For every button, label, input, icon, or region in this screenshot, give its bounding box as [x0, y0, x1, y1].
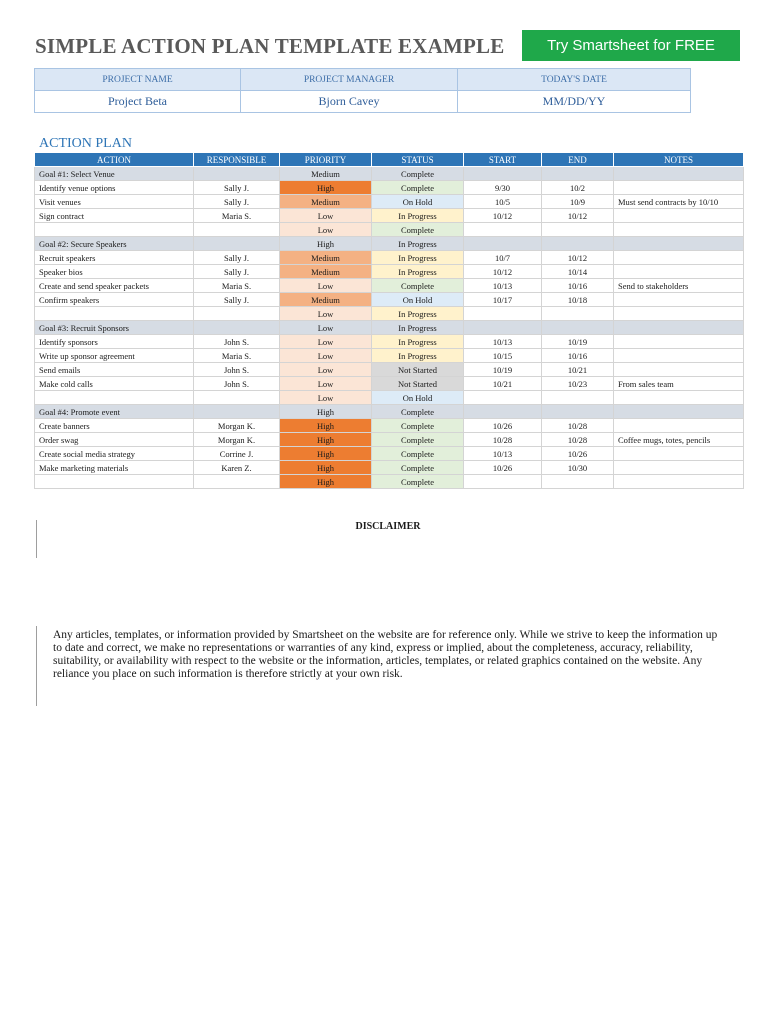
priority-cell[interactable]: Low [280, 307, 372, 321]
status-cell[interactable]: Complete [372, 279, 464, 293]
priority-cell[interactable]: Low [280, 363, 372, 377]
start-date-cell[interactable]: 10/5 [464, 195, 542, 209]
status-cell[interactable]: Complete [372, 433, 464, 447]
task-row [35, 209, 744, 223]
task-row [35, 223, 744, 237]
responsible-cell[interactable]: Maria S. [194, 209, 280, 223]
status-cell[interactable]: In Progress [372, 321, 464, 335]
start-date-cell[interactable]: 10/21 [464, 377, 542, 391]
end-date-cell[interactable] [542, 167, 614, 181]
goal-row [35, 167, 744, 181]
task-row [35, 433, 744, 447]
notes-cell[interactable] [614, 349, 744, 363]
action-cell[interactable]: Create banners [35, 419, 194, 433]
notes-cell[interactable] [614, 419, 744, 433]
priority-cell[interactable]: Low [280, 349, 372, 363]
column-header-end: END [542, 153, 614, 167]
notes-cell[interactable] [614, 223, 744, 237]
start-date-cell[interactable]: 10/12 [464, 265, 542, 279]
priority-cell[interactable]: Low [280, 335, 372, 349]
end-date-cell[interactable]: 10/28 [542, 419, 614, 433]
notes-cell[interactable] [614, 167, 744, 181]
task-row [35, 475, 744, 489]
task-row [35, 349, 744, 363]
action-plan-table [34, 152, 744, 489]
notes-cell[interactable] [614, 209, 744, 223]
action-cell[interactable]: Recruit speakers [35, 251, 194, 265]
priority-cell[interactable]: Medium [280, 195, 372, 209]
disclaimer-divider-bottom [36, 626, 37, 706]
status-cell[interactable]: On Hold [372, 293, 464, 307]
responsible-cell[interactable] [194, 321, 280, 335]
priority-cell[interactable]: High [280, 475, 372, 489]
notes-cell[interactable] [614, 447, 744, 461]
action-cell[interactable]: Goal #3: Recruit Sponsors [35, 321, 194, 335]
task-row [35, 265, 744, 279]
project-name-header: PROJECT NAME [35, 69, 241, 91]
action-cell[interactable] [35, 223, 194, 237]
start-date-cell[interactable] [464, 475, 542, 489]
priority-cell[interactable]: High [280, 433, 372, 447]
responsible-cell[interactable]: Maria S. [194, 349, 280, 363]
end-date-cell[interactable]: 10/2 [542, 181, 614, 195]
start-date-cell[interactable]: 10/12 [464, 209, 542, 223]
task-row [35, 307, 744, 321]
responsible-cell[interactable] [194, 391, 280, 405]
action-cell[interactable]: Order swag [35, 433, 194, 447]
responsible-cell[interactable] [194, 237, 280, 251]
status-cell[interactable]: In Progress [372, 209, 464, 223]
start-date-cell[interactable] [464, 405, 542, 419]
priority-cell[interactable]: High [280, 419, 372, 433]
responsible-cell[interactable]: Sally J. [194, 251, 280, 265]
task-row [35, 181, 744, 195]
responsible-cell[interactable]: Maria S. [194, 279, 280, 293]
responsible-cell[interactable]: John S. [194, 377, 280, 391]
end-date-cell[interactable] [542, 307, 614, 321]
task-row [35, 391, 744, 405]
end-date-cell[interactable]: 10/9 [542, 195, 614, 209]
action-cell[interactable]: Sign contract [35, 209, 194, 223]
responsible-cell[interactable] [194, 223, 280, 237]
status-cell[interactable]: In Progress [372, 237, 464, 251]
end-date-cell[interactable]: 10/14 [542, 265, 614, 279]
priority-cell[interactable]: Low [280, 321, 372, 335]
section-title: ACTION PLAN [39, 136, 132, 151]
end-date-cell[interactable]: 10/12 [542, 209, 614, 223]
task-row [35, 293, 744, 307]
action-cell[interactable] [35, 391, 194, 405]
end-date-cell[interactable] [542, 405, 614, 419]
start-date-cell[interactable]: 10/15 [464, 349, 542, 363]
column-header-responsible: RESPONSIBLE [194, 153, 280, 167]
action-cell[interactable]: Identify venue options [35, 181, 194, 195]
status-cell[interactable]: Complete [372, 419, 464, 433]
notes-cell[interactable] [614, 461, 744, 475]
start-date-cell[interactable]: 10/17 [464, 293, 542, 307]
column-header-action: ACTION [35, 153, 194, 167]
end-date-cell[interactable] [542, 475, 614, 489]
status-cell[interactable]: In Progress [372, 349, 464, 363]
action-cell[interactable]: Speaker bios [35, 265, 194, 279]
todays-date-cell[interactable]: MM/DD/YY [458, 91, 691, 113]
notes-cell[interactable] [614, 237, 744, 251]
notes-cell[interactable] [614, 475, 744, 489]
notes-cell[interactable] [614, 335, 744, 349]
task-row [35, 461, 744, 475]
end-date-cell[interactable]: 10/23 [542, 377, 614, 391]
end-date-cell[interactable] [542, 237, 614, 251]
status-cell[interactable]: Complete [372, 223, 464, 237]
project-manager-header: PROJECT MANAGER [241, 69, 458, 91]
start-date-cell[interactable]: 10/13 [464, 279, 542, 293]
notes-cell[interactable] [614, 251, 744, 265]
responsible-cell[interactable] [194, 307, 280, 321]
notes-cell[interactable] [614, 363, 744, 377]
priority-cell[interactable]: Low [280, 279, 372, 293]
status-cell[interactable]: Complete [372, 475, 464, 489]
notes-cell[interactable] [614, 391, 744, 405]
responsible-cell[interactable]: Sally J. [194, 265, 280, 279]
responsible-cell[interactable] [194, 405, 280, 419]
task-row [35, 419, 744, 433]
status-cell[interactable]: Not Started [372, 377, 464, 391]
action-cell[interactable]: Goal #4: Promote event [35, 405, 194, 419]
task-row [35, 447, 744, 461]
start-date-cell[interactable]: 10/26 [464, 419, 542, 433]
end-date-cell[interactable]: 10/18 [542, 293, 614, 307]
responsible-cell[interactable]: Morgan K. [194, 433, 280, 447]
status-cell[interactable]: Complete [372, 167, 464, 181]
column-header-status: STATUS [372, 153, 464, 167]
task-row [35, 377, 744, 391]
notes-cell[interactable] [614, 307, 744, 321]
priority-cell[interactable]: Medium [280, 167, 372, 181]
responsible-cell[interactable] [194, 475, 280, 489]
responsible-cell[interactable]: Morgan K. [194, 419, 280, 433]
priority-cell[interactable]: Medium [280, 293, 372, 307]
priority-cell[interactable]: High [280, 181, 372, 195]
goal-row [35, 321, 744, 335]
action-cell[interactable]: Make marketing materials [35, 461, 194, 475]
start-date-cell[interactable]: 9/30 [464, 181, 542, 195]
action-cell[interactable]: Goal #1: Select Venue [35, 167, 194, 181]
end-date-cell[interactable]: 10/12 [542, 251, 614, 265]
start-date-cell[interactable]: 10/19 [464, 363, 542, 377]
action-cell[interactable]: Visit venues [35, 195, 194, 209]
start-date-cell[interactable]: 10/26 [464, 461, 542, 475]
start-date-cell[interactable] [464, 237, 542, 251]
priority-cell[interactable]: High [280, 461, 372, 475]
status-cell[interactable]: In Progress [372, 307, 464, 321]
responsible-cell[interactable]: Sally J. [194, 181, 280, 195]
responsible-cell[interactable]: Corrine J. [194, 447, 280, 461]
project-info-table [34, 68, 691, 113]
status-cell[interactable]: In Progress [372, 335, 464, 349]
todays-date-header: TODAY'S DATE [458, 69, 691, 91]
task-row [35, 335, 744, 349]
action-cell[interactable]: Create social media strategy [35, 447, 194, 461]
end-date-cell[interactable]: 10/30 [542, 461, 614, 475]
goal-row [35, 405, 744, 419]
end-date-cell[interactable] [542, 391, 614, 405]
end-date-cell[interactable]: 10/16 [542, 279, 614, 293]
status-cell[interactable]: Not Started [372, 363, 464, 377]
notes-cell[interactable] [614, 181, 744, 195]
action-cell[interactable] [35, 475, 194, 489]
start-date-cell[interactable] [464, 167, 542, 181]
priority-cell[interactable]: High [280, 237, 372, 251]
column-header-start: START [464, 153, 542, 167]
status-cell[interactable]: On Hold [372, 195, 464, 209]
disclaimer-title: DISCLAIMER [355, 521, 421, 532]
notes-cell[interactable] [614, 265, 744, 279]
status-cell[interactable]: In Progress [372, 265, 464, 279]
responsible-cell[interactable]: John S. [194, 335, 280, 349]
notes-cell[interactable]: From sales team [614, 377, 744, 391]
notes-cell[interactable]: Must send contracts by 10/10 [614, 195, 744, 209]
start-date-cell[interactable] [464, 307, 542, 321]
notes-cell[interactable] [614, 321, 744, 335]
start-date-cell[interactable]: 10/13 [464, 447, 542, 461]
end-date-cell[interactable]: 10/21 [542, 363, 614, 377]
responsible-cell[interactable]: Karen Z. [194, 461, 280, 475]
action-cell[interactable]: Identify sponsors [35, 335, 194, 349]
task-row [35, 251, 744, 265]
status-cell[interactable]: Complete [372, 181, 464, 195]
column-header-priority: PRIORITY [280, 153, 372, 167]
goal-row [35, 237, 744, 251]
task-row [35, 363, 744, 377]
action-cell[interactable]: Confirm speakers [35, 293, 194, 307]
task-row [35, 279, 744, 293]
responsible-cell[interactable]: Sally J. [194, 195, 280, 209]
end-date-cell[interactable]: 10/19 [542, 335, 614, 349]
responsible-cell[interactable] [194, 167, 280, 181]
action-cell[interactable]: Goal #2: Secure Speakers [35, 237, 194, 251]
priority-cell[interactable]: Low [280, 391, 372, 405]
action-cell[interactable]: Create and send speaker packets [35, 279, 194, 293]
project-manager-cell[interactable]: Bjorn Cavey [241, 91, 458, 113]
action-cell[interactable] [35, 307, 194, 321]
start-date-cell[interactable] [464, 391, 542, 405]
notes-cell[interactable] [614, 293, 744, 307]
column-header-notes: NOTES [614, 153, 744, 167]
action-cell[interactable]: Make cold calls [35, 377, 194, 391]
page-title: SIMPLE ACTION PLAN TEMPLATE EXAMPLE [35, 34, 505, 58]
status-cell[interactable]: Complete [372, 447, 464, 461]
end-date-cell[interactable] [542, 223, 614, 237]
status-cell[interactable]: In Progress [372, 251, 464, 265]
action-cell[interactable]: Send emails [35, 363, 194, 377]
priority-cell[interactable]: High [280, 447, 372, 461]
start-date-cell[interactable] [464, 223, 542, 237]
start-date-cell[interactable]: 10/13 [464, 335, 542, 349]
status-cell[interactable]: On Hold [372, 391, 464, 405]
responsible-cell[interactable]: Sally J. [194, 293, 280, 307]
notes-cell[interactable] [614, 405, 744, 419]
status-cell[interactable]: Complete [372, 461, 464, 475]
end-date-cell[interactable]: 10/26 [542, 447, 614, 461]
priority-cell[interactable]: Medium [280, 265, 372, 279]
start-date-cell[interactable] [464, 321, 542, 335]
priority-cell[interactable]: Low [280, 223, 372, 237]
start-date-cell[interactable]: 10/7 [464, 251, 542, 265]
end-date-cell[interactable] [542, 321, 614, 335]
end-date-cell[interactable]: 10/16 [542, 349, 614, 363]
priority-cell[interactable]: Low [280, 209, 372, 223]
action-cell[interactable]: Write up sponsor agreement [35, 349, 194, 363]
table-header-row [35, 153, 744, 167]
task-row [35, 195, 744, 209]
priority-cell[interactable]: Medium [280, 251, 372, 265]
disclaimer-text: Any articles, templates, or information provided by Smartsheet on the website are for reference only. While we strive to keep the information up to date and correct, we make no representations or warranties of any kind, express or implied, about the completeness, accuracy, reliability, suitability, or availability with respect to the website or the information, articles, templates, or related graphics contained on the website. Any reliance you place on such information is therefore strictly at your own risk. [53, 629, 718, 680]
responsible-cell[interactable]: John S. [194, 363, 280, 377]
priority-cell[interactable]: Low [280, 377, 372, 391]
notes-cell[interactable]: Send to stakeholders [614, 279, 744, 293]
status-cell[interactable]: Complete [372, 405, 464, 419]
start-date-cell[interactable]: 10/28 [464, 433, 542, 447]
try-smartsheet-button[interactable]: Try Smartsheet for FREE [522, 30, 740, 61]
end-date-cell[interactable]: 10/28 [542, 433, 614, 447]
project-name-cell[interactable]: Project Beta [35, 91, 241, 113]
notes-cell[interactable]: Coffee mugs, totes, pencils [614, 433, 744, 447]
priority-cell[interactable]: High [280, 405, 372, 419]
